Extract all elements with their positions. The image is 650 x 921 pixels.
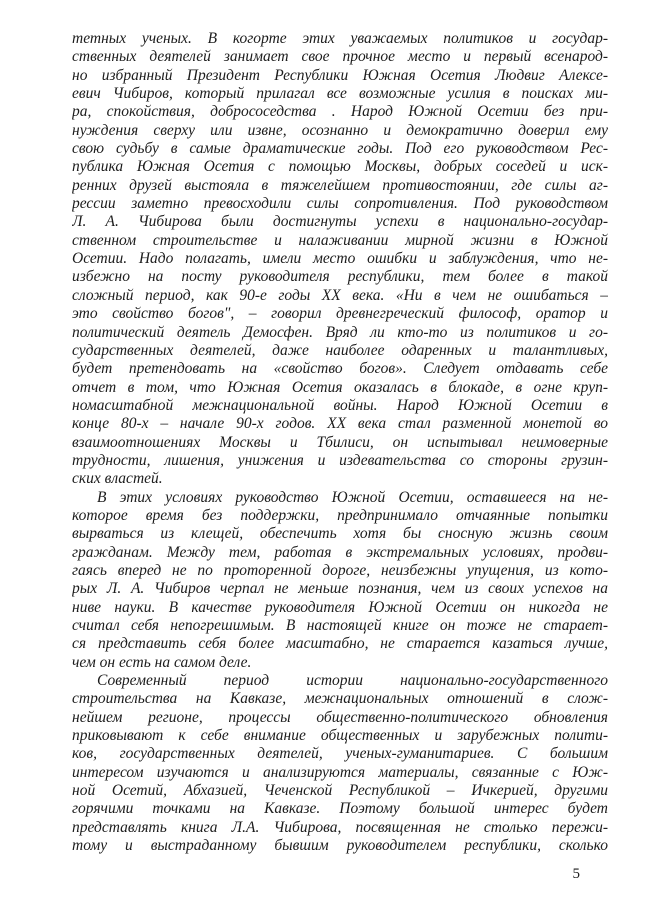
text-line: конце 80-х – начале 90-х годов. ХХ века стал разменной монетой во — [72, 415, 608, 433]
text-line: Л. А. Чибирова были достигнуты успехи в национально-государ- — [72, 213, 608, 231]
text-line: тетных ученых. В когорте этих уважаемых политиков и государ- — [72, 30, 608, 47]
text-line: политический деятель Демосфен. Вряд ли кто-то из политиков и го- — [72, 323, 608, 341]
text-line: отчет в том, что Южная Осетия оказалась в блокаде, в огне круп- — [72, 378, 608, 396]
text-line: приковывают к себе внимание общественных и зарубежных полити- — [72, 727, 608, 745]
text-line: гаясь вперед не по проторенной дороге, неизбежны упущения, из кото- — [72, 561, 608, 579]
text-line: публика Южная Осетия с помощью Москвы, добрых соседей и иск- — [72, 158, 608, 176]
text-line: интересом изучаются и анализируются материалы, связанные с Юж- — [72, 763, 608, 781]
text-line: ственном строительстве и налаживании мирной жизни в Южной — [72, 231, 608, 249]
text-line: В этих условиях руководство Южной Осетии, оставшееся на не- — [97, 488, 608, 506]
text-line: ских властей. — [72, 470, 163, 488]
text-line: ренних друзей выстояла в тяжелейшем противостоянии, где силы аг- — [72, 176, 608, 194]
page-number: 5 — [572, 866, 580, 882]
text-line: рессии заметно превосходили силы сопротивления. Под руководством — [72, 195, 608, 213]
paragraph — [72, 672, 608, 855]
text-line: Осетии. Надо полагать, имели место ошибки и заблуждения, что не- — [72, 250, 608, 268]
text-line: свою судьбу в самые драматические годы. Под его руководством Рес- — [72, 140, 608, 158]
text-line: считал себя непогрешимым. В настоящей книге он тоже не старает- — [72, 617, 608, 634]
text-line: избежно на посту руководителя республики, тем более в такой — [72, 268, 608, 286]
text-line: ственных деятелей занимает свое прочное место и первый всенарод- — [72, 48, 608, 66]
text-line: представлять книга Л.А. Чибирова, посвященная не столько пережи- — [72, 818, 608, 836]
text-line: это свойство богов", – говорил древнегреческий философ, оратор и — [72, 305, 608, 323]
text-line: нейшем регионе, процессы общественно-политического обновления — [72, 708, 608, 726]
text-line: сложный период, как 90-е годы ХХ века. «Ни в чем не ошибаться – — [72, 286, 608, 304]
text-line: гражданам. Между тем, работая в экстремальных условиях, продви- — [72, 543, 608, 561]
text-line: горячими точками на Кавказе. Поэтому большой интерес будет — [72, 800, 608, 818]
text-line: ной Осетий, Абхазией, Чеченской Республикой – Ичкерией, другими — [72, 782, 608, 800]
text-line: взаимоотношениях Москвы и Тбилиси, он испытывал неимоверные — [72, 433, 608, 451]
text-line: евич Чибиров, который прилагал все возможные усилия в поисках ми- — [72, 85, 608, 103]
text-line: Современный период истории национально-государственного — [97, 672, 608, 690]
text-line: тому и выстраданному бывшим руководителем республики, сколько — [72, 837, 608, 855]
text-line: ков, государственных деятелей, ученых-гуманитариев. С большим — [72, 745, 608, 763]
text-line: нуждения сверху или извне, осознанно и демократично доверил ему — [72, 121, 608, 139]
text-line: будет претендовать на «свойство богов». Следует отдавать себе — [72, 360, 608, 378]
text-line: ниве науки. В качестве руководителя Южной Осетии он никогда не — [72, 598, 608, 616]
paragraph — [72, 489, 608, 672]
text-line: ся представить себя более масштабно, не старается казаться лучше, — [72, 635, 608, 653]
text-line: номасштабной межнациональной войны. Народ Южной Осетии в — [72, 396, 608, 414]
text-line: ра, спокойствия, добрососедства . Народ Южной Осетии без при- — [72, 103, 608, 121]
text-line: трудности, лишения, унижения и издевательства со стороны грузин- — [72, 451, 608, 469]
text-block — [72, 30, 608, 855]
text-line: вырваться из клещей, обеспечить хотя бы сносную жизнь своим — [72, 525, 608, 543]
text-line: рых Л. А. Чибиров черпал не меньше познания, чем из своих успехов на — [72, 580, 608, 598]
text-line: которое время без поддержки, предпринимало отчаянные попытки — [72, 506, 608, 524]
text-line: сударственных деятелей, даже наиболее одаренных и талантливых, — [72, 341, 608, 359]
text-line: строительства на Кавказе, межнациональных отношений в слож- — [72, 690, 608, 708]
text-line: но избранный Президент Республики Южная Осетия Людвиг Алексе- — [72, 66, 608, 84]
paragraph — [72, 30, 608, 489]
text-line: чем он есть на самом деле. — [72, 653, 252, 671]
